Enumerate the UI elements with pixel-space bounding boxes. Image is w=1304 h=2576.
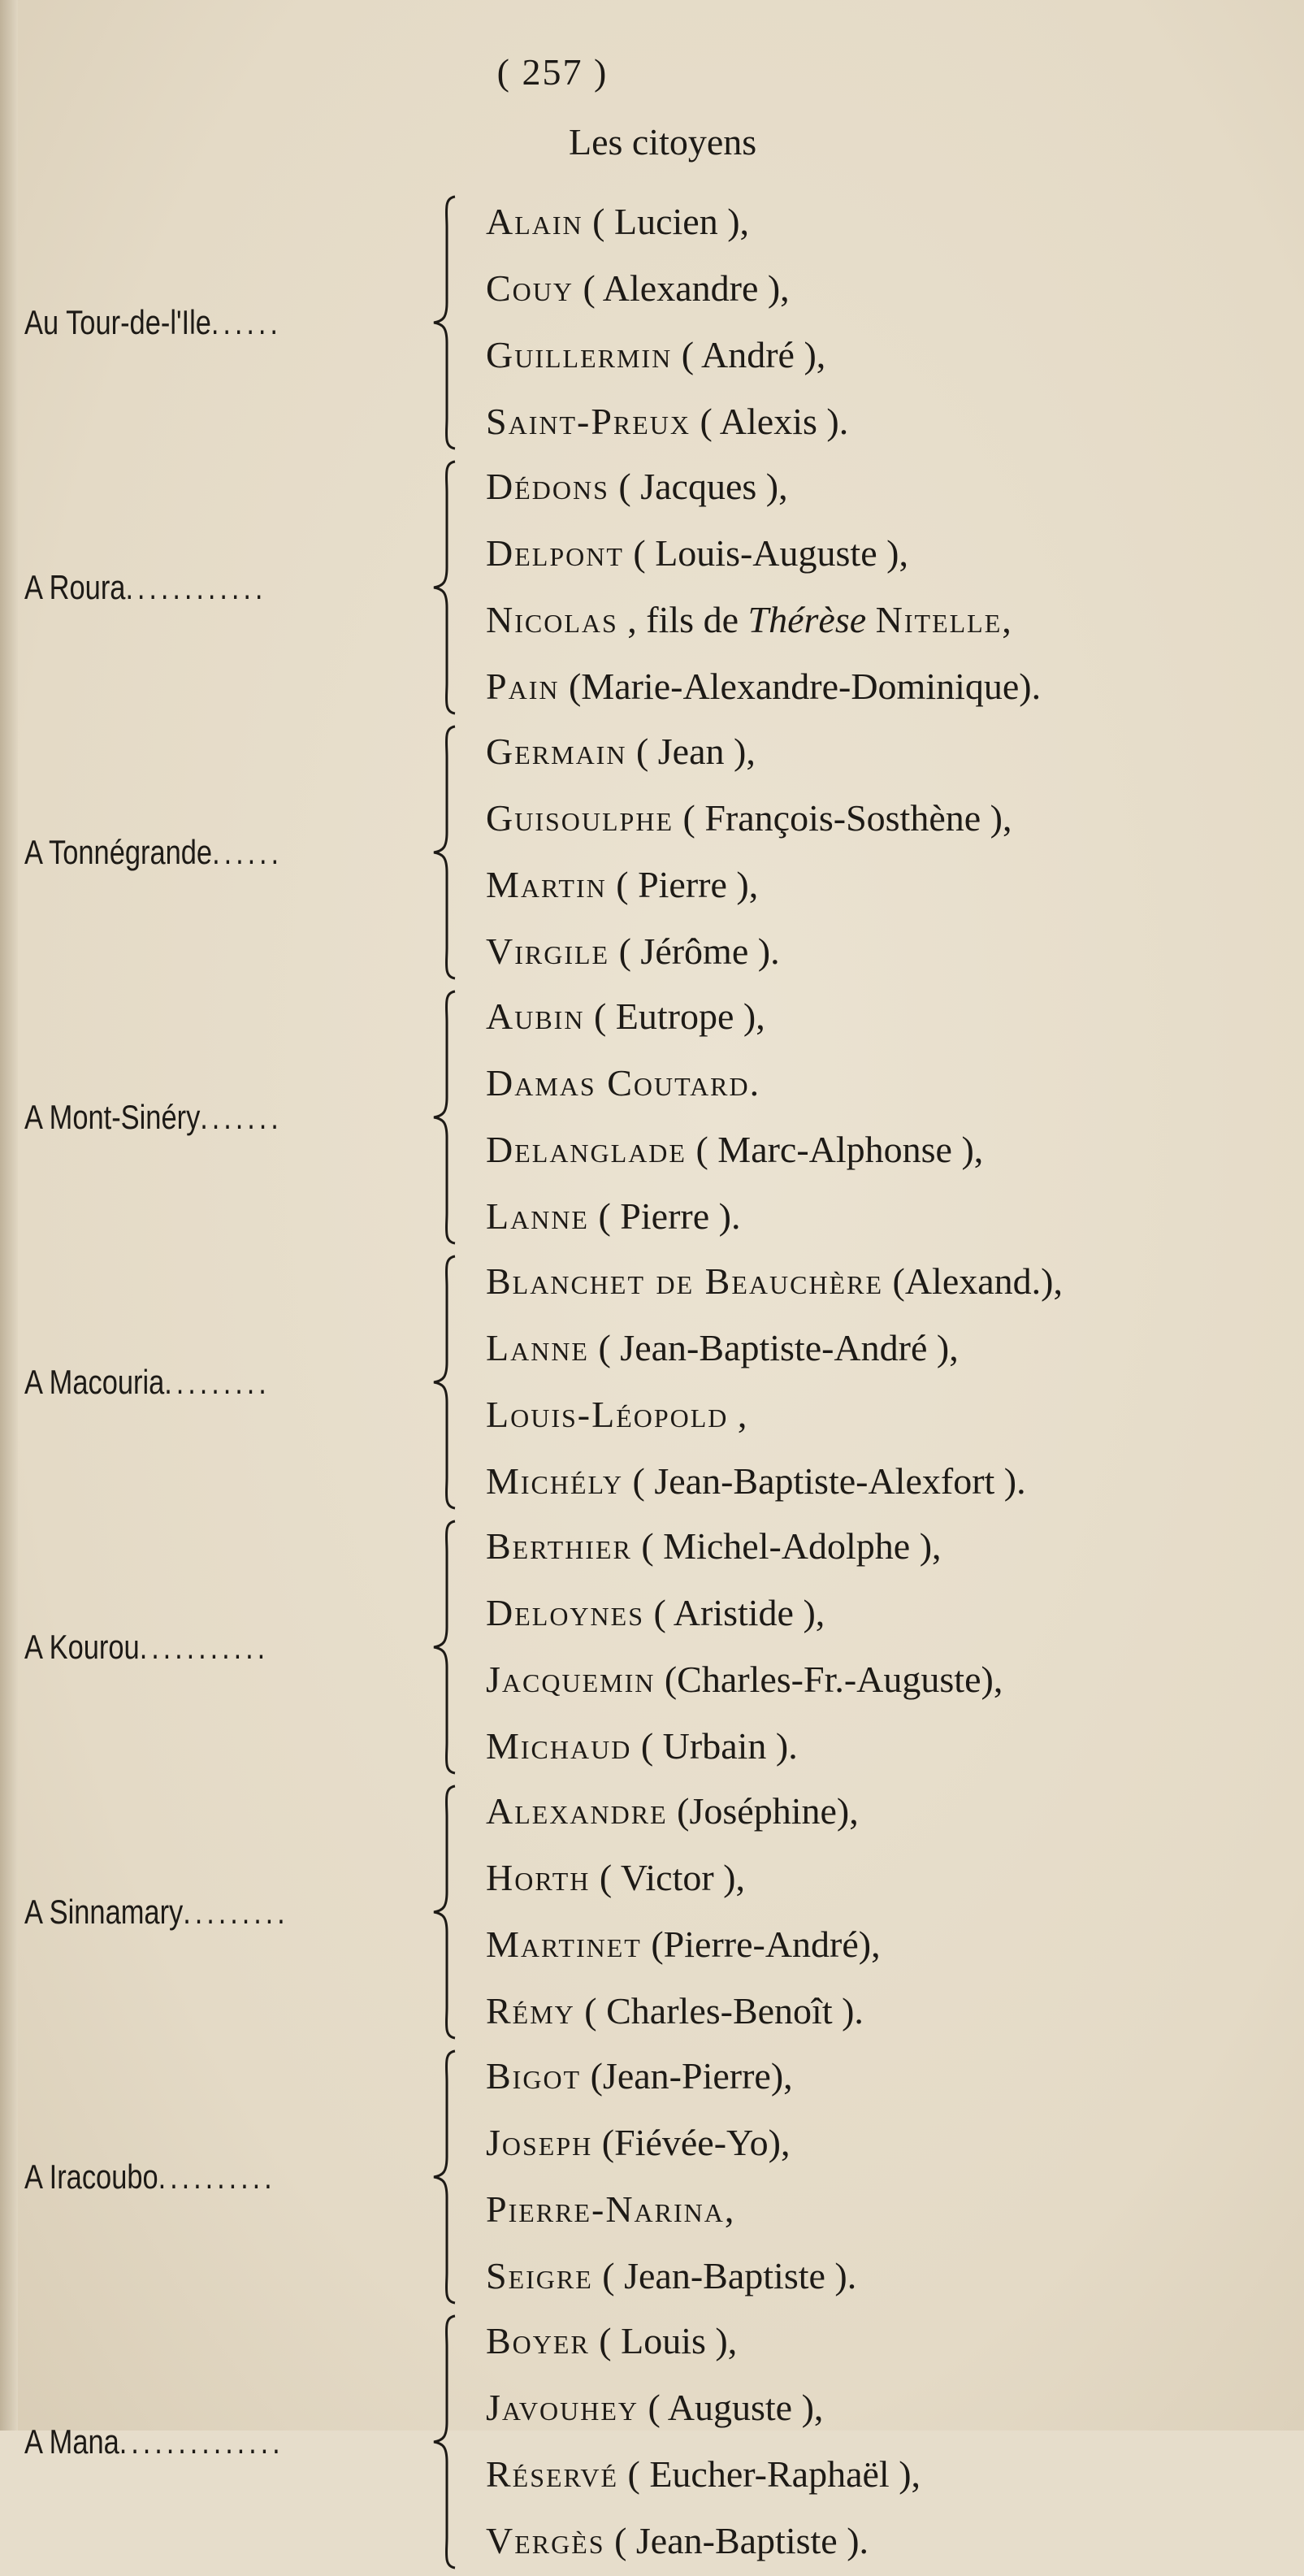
citizen-given-names: (Charles-Fr.-Auguste),	[664, 1659, 1003, 1700]
citizen-surname: Alain	[486, 201, 583, 242]
citizen-given-names: ( Auguste ),	[648, 2387, 824, 2428]
curly-brace	[429, 460, 461, 715]
citizen-given-names: (Marie-Alexandre-Dominique).	[568, 666, 1042, 707]
commune-name	[24, 1513, 357, 1781]
commune-group	[0, 2043, 1304, 2311]
commune-group	[0, 1778, 1304, 2046]
citizen-given-names: ( Jean-Baptiste-André ),	[598, 1327, 959, 1368]
citizen-surname: Blanchet de Beauchère	[486, 1260, 883, 1302]
citizen-surname: Louis-Léopold	[486, 1394, 729, 1435]
commune-label: A Mont-Sinéry	[24, 1098, 201, 1136]
entry-punctuation: ,	[1002, 599, 1012, 640]
citizen-given-names: ( Charles-Benoît ).	[584, 1990, 864, 2032]
citizen-given-names: ( Jean-Baptiste ).	[614, 2520, 869, 2561]
citizen-entry	[486, 1248, 1063, 1315]
citizen-entry	[486, 653, 1041, 720]
citizen-entry	[486, 983, 983, 1050]
citizen-given-names: ( Alexandre ),	[583, 267, 790, 309]
citizen-entry	[486, 1117, 983, 1183]
leader-dots: ......	[212, 833, 284, 871]
citizen-surname: Vergès	[486, 2520, 605, 2561]
commune-label: Au Tour-de-l'Ile	[24, 303, 211, 341]
citizen-surname: Germain	[486, 731, 627, 772]
curly-brace	[429, 195, 461, 450]
commune-label: A Macouria	[24, 1363, 165, 1401]
commune-label: A Iracoubo	[24, 2158, 158, 2196]
citizen-entry	[486, 1050, 983, 1117]
citizen-given-names: (Jean-Pierre),	[590, 2055, 793, 2097]
citizen-surname: Damas Coutard.	[486, 1062, 761, 1104]
citizen-given-names: (Joséphine),	[677, 1790, 859, 1832]
citizen-given-names: ,	[737, 1394, 747, 1435]
commune-label: A Roura	[24, 568, 126, 606]
citizen-given-names: ( Pierre ),	[616, 864, 759, 905]
citizen-entry	[486, 322, 848, 388]
curly-brace	[429, 1255, 461, 1510]
leader-dots: ..............	[119, 2422, 284, 2461]
citizen-surname: Delanglade	[486, 1129, 687, 1170]
citizen-given-names: ( Louis ),	[599, 2320, 738, 2361]
citizen-given-names: ( André ),	[681, 334, 826, 375]
curly-brace	[429, 725, 461, 980]
citizen-entry	[486, 2243, 856, 2309]
leader-dots: .........	[183, 1893, 289, 1931]
citizen-surname: Michaud	[486, 1725, 632, 1767]
commune-group	[0, 2308, 1304, 2576]
citizen-entry	[486, 852, 1012, 918]
citizen-given-names: (Alexand.),	[892, 1260, 1063, 1302]
mother-surname: Nitelle	[875, 599, 1003, 640]
citizen-given-names: ( Alexis ).	[700, 401, 849, 442]
commune-name	[24, 189, 357, 457]
citizen-names	[486, 453, 1041, 720]
page-number: ( 257 )	[496, 51, 609, 93]
citizen-given-names: , fils de	[627, 599, 739, 640]
commune-group	[0, 1248, 1304, 1516]
commune-group	[0, 1513, 1304, 1781]
leader-dots: ...........	[139, 1628, 270, 1666]
citizen-given-names: ( François-Sosthène ),	[682, 797, 1012, 839]
citizen-names	[486, 2308, 921, 2574]
citizen-given-names: ( Louis-Auguste ),	[633, 532, 908, 574]
citizen-entry	[486, 255, 848, 322]
citizen-entry	[486, 2374, 921, 2441]
commune-name	[24, 453, 357, 722]
commune-label: A Tonnégrande	[24, 833, 213, 871]
citizen-given-names: ( Victor ),	[599, 1857, 745, 1898]
citizen-entry	[486, 1978, 881, 2045]
citizen-entry	[486, 1646, 1003, 1713]
citizen-surname: Deloynes	[486, 1592, 644, 1633]
citizen-names	[486, 2043, 856, 2309]
citizen-surname: Pierre-Narina,	[486, 2188, 736, 2230]
citizen-surname: Saint-Preux	[486, 401, 691, 442]
citizen-surname: Boyer	[486, 2320, 590, 2361]
commune-label: A Mana	[24, 2422, 119, 2461]
commune-name	[24, 2308, 357, 2576]
citizen-surname: Bigot	[486, 2055, 582, 2097]
citizen-given-names: ( Jean-Baptiste-Alexfort ).	[632, 1460, 1026, 1502]
citizen-entry	[486, 2441, 921, 2508]
citizen-surname: Seigre	[486, 2255, 593, 2296]
curly-brace	[429, 2049, 461, 2305]
citizen-given-names: ( Jean ),	[635, 731, 756, 772]
citizen-surname: Horth	[486, 1857, 591, 1898]
citizen-surname: Javouhey	[486, 2387, 639, 2428]
citizen-entry	[486, 1778, 881, 1845]
curly-brace	[429, 1520, 461, 1775]
citizen-names	[486, 1248, 1063, 1515]
commune-name	[24, 1778, 357, 2046]
citizen-entry	[486, 1845, 881, 1911]
citizen-given-names: ( Aristide ),	[653, 1592, 825, 1633]
citizen-entry	[486, 1183, 983, 1250]
citizen-surname: Lanne	[486, 1327, 589, 1368]
citizen-surname: Michély	[486, 1460, 624, 1502]
citizen-entry	[486, 453, 1041, 520]
citizen-surname: Virgile	[486, 930, 610, 972]
citizen-given-names: ( Jérôme ).	[618, 930, 780, 972]
citizen-surname: Guillermin	[486, 334, 673, 375]
citizen-surname: Guisoulphe	[486, 797, 674, 839]
citizen-surname: Aubin	[486, 995, 585, 1037]
citizen-surname: Pain	[486, 666, 560, 707]
citizen-surname: Couy	[486, 267, 574, 309]
commune-group	[0, 718, 1304, 987]
commune-name	[24, 718, 357, 987]
citizen-entry	[486, 520, 1041, 587]
citizen-entry	[486, 1513, 1003, 1580]
citizen-surname: Martinet	[486, 1923, 642, 1965]
citizen-entry	[486, 1911, 881, 1978]
mother-name: Thérèse	[747, 599, 867, 640]
citizen-entry	[486, 1315, 1063, 1381]
citizen-surname: Lanne	[486, 1195, 589, 1237]
citizen-surname: Rémy	[486, 1990, 575, 2032]
citizen-names	[486, 189, 848, 455]
citizen-entry	[486, 2043, 856, 2110]
section-heading: Les citoyens	[569, 121, 757, 163]
citizen-given-names: (Fiévée-Yo),	[601, 2122, 791, 2163]
commune-name	[24, 1248, 357, 1516]
leader-dots: ............	[125, 568, 267, 606]
commune-group	[0, 453, 1304, 722]
citizen-given-names: ( Michel-Adolphe ),	[641, 1525, 942, 1567]
curly-brace	[429, 990, 461, 1245]
leader-dots: .......	[200, 1098, 283, 1136]
curly-brace	[429, 2314, 461, 2569]
commune-group	[0, 983, 1304, 1251]
citizen-entry	[486, 718, 1012, 785]
curly-brace	[429, 1785, 461, 2040]
citizen-given-names: ( Lucien ),	[592, 201, 750, 242]
citizen-given-names: ( Pierre ).	[598, 1195, 741, 1237]
citizen-given-names: ( Jacques ),	[618, 466, 788, 507]
citizen-surname: Joseph	[486, 2122, 593, 2163]
citizen-entry	[486, 785, 1012, 852]
citizen-entry	[486, 587, 1041, 653]
citizen-given-names: (Pierre-André),	[651, 1923, 881, 1965]
citizen-given-names: ( Jean-Baptiste ).	[602, 2255, 857, 2296]
citizen-names	[486, 1778, 881, 2045]
citizen-entry	[486, 2176, 856, 2243]
citizen-given-names: ( Marc-Alphonse ),	[695, 1129, 984, 1170]
citizen-surname: Dédons	[486, 466, 609, 507]
citizen-entry	[486, 1580, 1003, 1646]
citizen-surname: Delpont	[486, 532, 624, 574]
commune-name	[24, 2043, 357, 2311]
citizen-entry	[486, 1713, 1003, 1780]
citizen-surname: Alexandre	[486, 1790, 668, 1832]
citizen-surname: Nicolas	[486, 599, 618, 640]
citizen-surname: Martin	[486, 864, 607, 905]
commune-label: A Kourou	[24, 1628, 140, 1666]
commune-name	[24, 983, 357, 1251]
citizen-names	[486, 718, 1012, 985]
leader-dots: ..........	[158, 2158, 276, 2196]
citizen-entry	[486, 2308, 921, 2374]
leader-dots: ......	[210, 303, 282, 341]
citizen-entry	[486, 2110, 856, 2176]
citizen-entry	[486, 2508, 921, 2574]
commune-group	[0, 189, 1304, 457]
citizen-names	[486, 983, 983, 1250]
citizen-surname: Réservé	[486, 2453, 619, 2495]
leader-dots: .........	[164, 1363, 271, 1401]
citizen-given-names: ( Eutrope ),	[593, 995, 765, 1037]
commune-label: A Sinnamary	[24, 1893, 184, 1931]
citizen-given-names: ( Eucher-Raphaël ),	[627, 2453, 921, 2495]
citizen-entry	[486, 1381, 1063, 1448]
citizen-entry	[486, 1448, 1063, 1515]
citizen-entry	[486, 388, 848, 455]
citizen-surname: Berthier	[486, 1525, 632, 1567]
citizen-names	[486, 1513, 1003, 1780]
citizen-entry	[486, 918, 1012, 985]
citizen-surname: Jacquemin	[486, 1659, 656, 1700]
citizen-given-names: ( Urbain ).	[640, 1725, 798, 1767]
citizen-entry	[486, 189, 848, 255]
